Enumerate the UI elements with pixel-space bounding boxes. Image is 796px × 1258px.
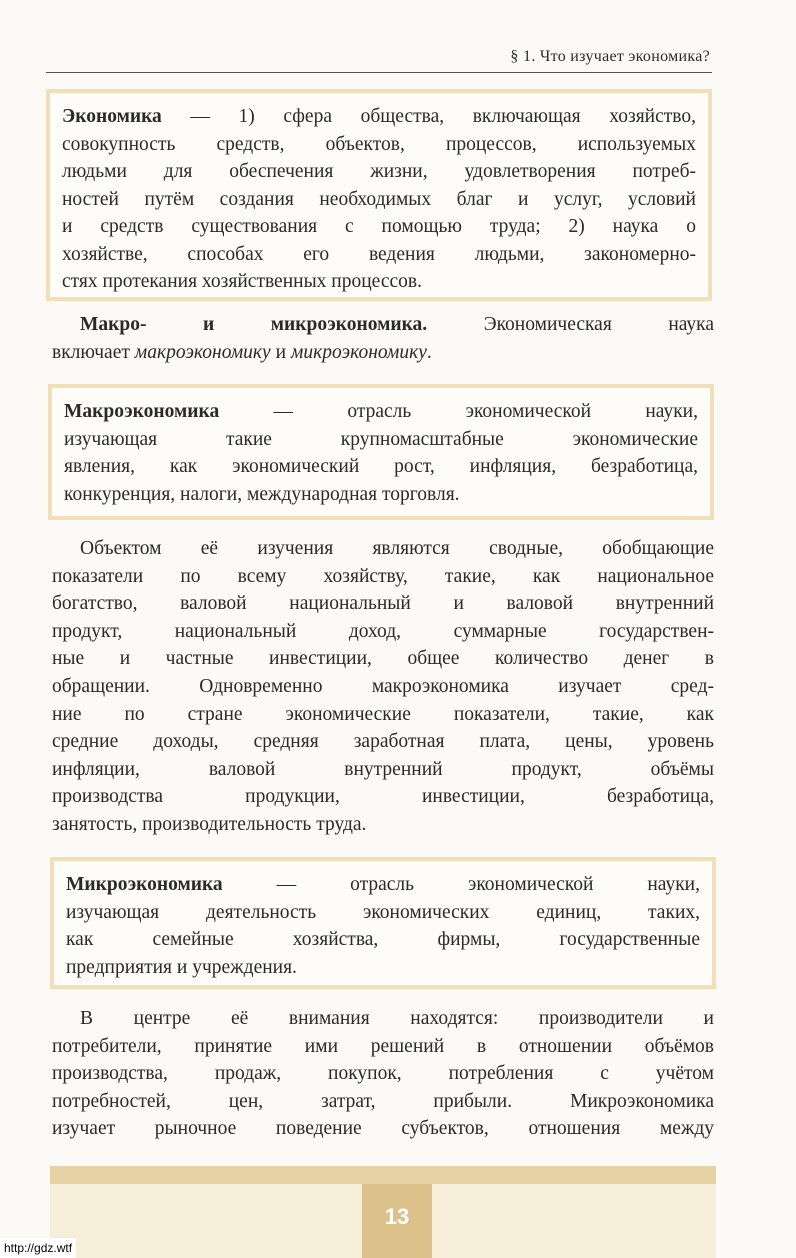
definition-line: изучающая такие крупномасштабные экономические <box>64 428 698 450</box>
definition-line: и средств существования с помощью труда; 2) наука о <box>62 216 696 237</box>
paragraph-line: В центре её внимания находятся: производители и <box>80 1008 714 1029</box>
paragraph-macro-object <box>52 535 714 839</box>
definition-line: Микроэкономика — отрасль экономической науки, <box>66 874 700 895</box>
footer-panel-right <box>432 1184 716 1258</box>
definition-box-microeconomics <box>50 857 716 989</box>
definition-line: явления, как экономический рост, инфляция, безработица, <box>64 456 698 477</box>
definition-line: как семейные хозяйства, фирмы, государственные <box>66 929 700 950</box>
paragraph-line: включает макроэкономику и микроэкономику. <box>52 341 432 363</box>
paragraph-line: ные и частные инвестиции, общее количество денег в <box>52 648 714 670</box>
definition-line: Макроэкономика — отрасль экономической науки, <box>64 401 698 422</box>
page-number: 13 <box>384 1204 410 1229</box>
definition-line: предприятия и учреждения. <box>66 956 297 978</box>
paragraph-micro-focus <box>52 1005 714 1143</box>
definition-line: конкуренция, налоги, международная торговля. <box>64 483 460 505</box>
paragraph-line: изучает рыночное поведение субъектов, отношения между <box>52 1118 714 1140</box>
paragraph-line: ние по стране экономические показатели, такие, как <box>52 703 714 725</box>
paragraph-line: Макро- и микроэкономика. Экономическая наука <box>80 314 714 335</box>
definition-line: хозяйстве, способах его ведения людьми, закономерно- <box>62 243 696 265</box>
running-header: § 1. Что изучает экономика? <box>510 48 710 65</box>
paragraph-line: производства, продаж, покупок, потребления с учётом <box>52 1063 714 1085</box>
definition-line: ностей путём создания необходимых благ и услуг, условий <box>62 188 696 210</box>
paragraph-line: продукт, национальный доход, суммарные государствен- <box>52 620 714 642</box>
definition-line: Экономика — 1) сфера общества, включающая хозяйство, <box>62 106 696 127</box>
italic-term: макроэкономику <box>134 341 271 363</box>
definition-line: стях протекания хозяйственных процессов. <box>62 271 422 292</box>
paragraph-line: производства продукции, инвестиции, безработица, <box>52 786 714 808</box>
footer-band <box>50 1166 716 1184</box>
paragraph-line: обращении. Одновременно макроэкономика изучает сред- <box>52 675 714 697</box>
paragraph-line: средние доходы, средняя заработная плата, цены, уровень <box>52 731 714 753</box>
paragraph-lead: Макро- и микроэкономика. <box>80 314 428 335</box>
paragraph-line: показатели по всему хозяйству, такие, как национальное <box>52 565 714 587</box>
paragraph-line: потребители, принятие ими решений в отношении объёмов <box>52 1035 714 1057</box>
paragraph-line: потребностей, цен, затрат, прибыли. Микроэкономика <box>52 1090 714 1112</box>
definition-term: Микроэкономика <box>66 874 223 895</box>
paragraph-macro-micro <box>52 311 714 366</box>
italic-term: микроэкономику <box>290 341 427 363</box>
definition-box-macroeconomics <box>48 384 714 520</box>
paragraph-line: занятость, производительность труда. <box>52 813 367 835</box>
paragraph-line: инфляции, валовой внутренний продукт, объёмы <box>52 758 714 780</box>
definition-line: изучающая деятельность экономических единиц, таких, <box>66 901 700 923</box>
watermark-link[interactable]: http://gdz.wtf <box>0 1238 76 1258</box>
definition-term: Экономика <box>62 106 162 127</box>
definition-line: людьми для обеспечения жизни, удовлетворения потреб- <box>62 161 696 182</box>
definition-box-economics <box>46 89 712 301</box>
definition-line: совокупность средств, объектов, процессов, используемых <box>62 133 696 155</box>
paragraph-line: Объектом её изучения являются сводные, обобщающие <box>80 538 714 559</box>
footer-panel-left <box>50 1184 362 1258</box>
definition-term: Макроэкономика <box>64 401 220 422</box>
paragraph-line: богатство, валовой национальный и валовой внутренний <box>52 593 714 615</box>
header-rule <box>46 72 712 73</box>
